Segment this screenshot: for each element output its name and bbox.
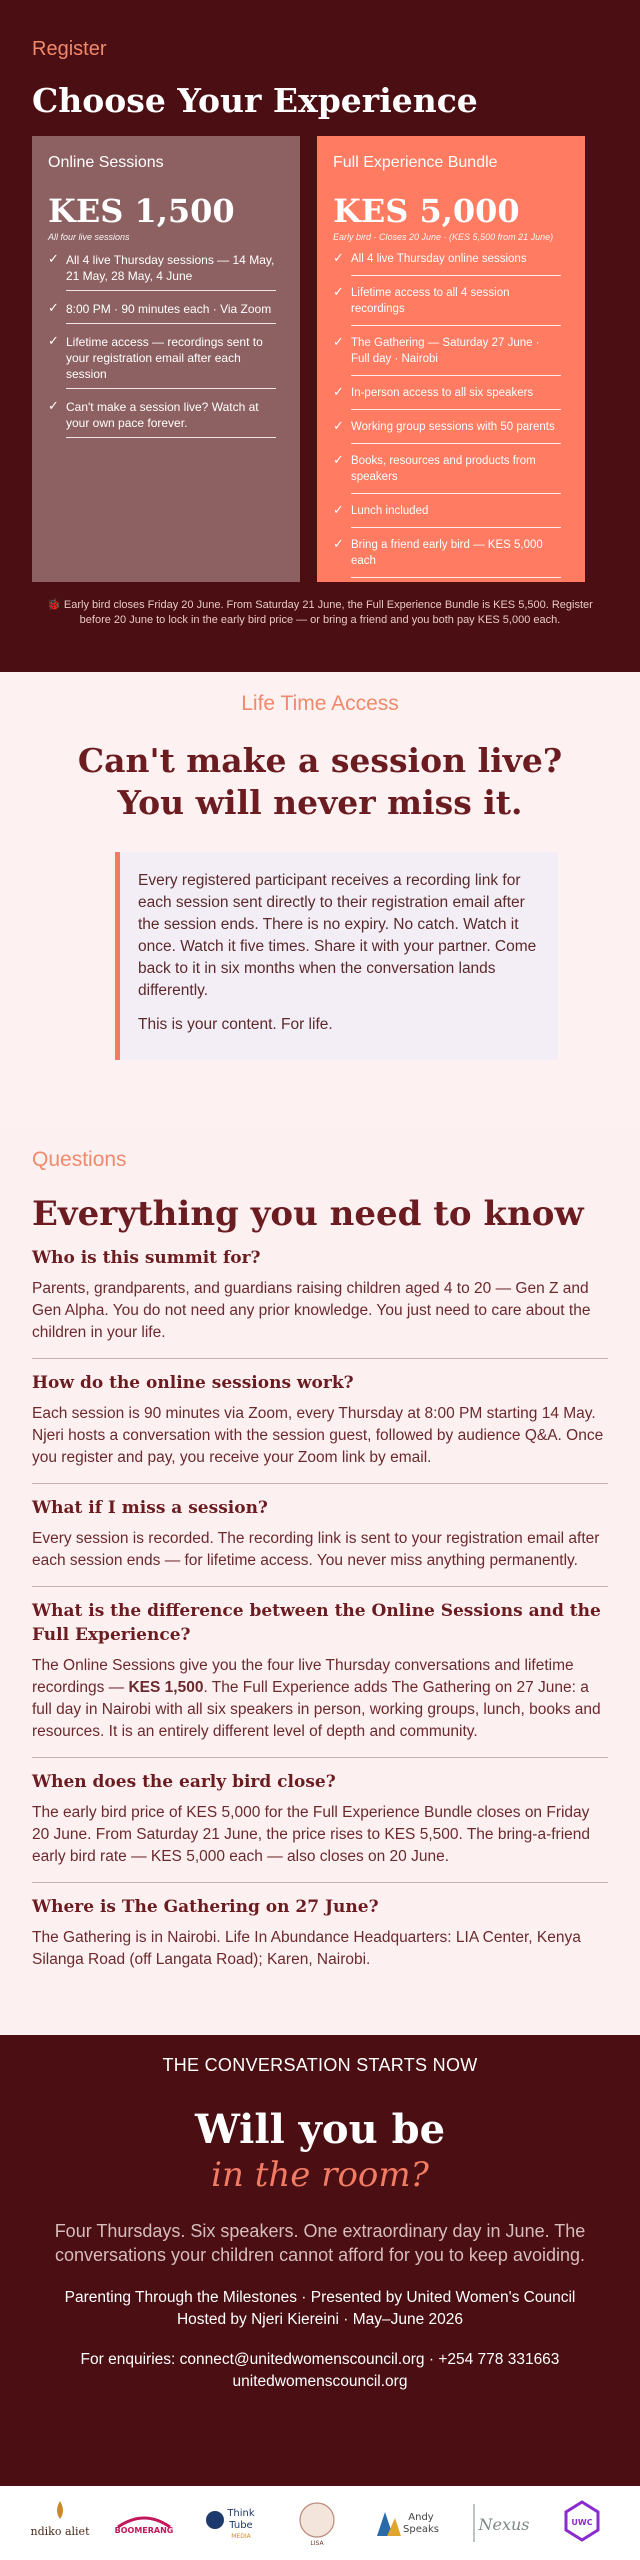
ndiko-aliet-text: ndiko aliet [30, 2525, 90, 2538]
lifetime-tagline: This is your content. For life. [138, 1016, 333, 1033]
think-tube-logo [203, 2495, 263, 2551]
feature-item [48, 399, 284, 438]
feature-item [48, 252, 284, 291]
faq-question: Where is The Gathering on 27 June? [32, 1897, 379, 1917]
faq-question: How do the online sessions work? [32, 1373, 354, 1393]
check-icon: ✓ [333, 284, 344, 299]
check-icon: ✓ [333, 452, 344, 467]
faq-answer: Every session is recorded. The recording link is sent to your registration email after each session ends — for lifetime access. You never miss anything permanently. [32, 1530, 600, 1569]
feature-text: All 4 live Thursday sessions — 14 May, 21 May, 28 May, 4 June [66, 252, 276, 291]
register-title: Choose Your Experience [32, 81, 478, 120]
feature-text: Bring a friend early bird — KES 5,000 each [351, 537, 561, 578]
think-tube-text-3: MEDIA [231, 2533, 251, 2540]
cta-title: Will you be [194, 2106, 446, 2153]
faq-answer-price: KES 1,500 [128, 1679, 204, 1696]
cta-section [0, 2035, 640, 2486]
feature-item [333, 503, 569, 528]
check-icon: ✓ [333, 536, 344, 551]
andy-speaks-logo [371, 2495, 441, 2551]
check-icon: ✓ [48, 300, 59, 315]
check-icon: ✓ [333, 384, 344, 399]
faq-title: Everything you need to know [32, 1194, 584, 1234]
full-experience-card[interactable] [317, 136, 585, 582]
feature-item [48, 301, 284, 324]
feature-text: Can't make a session live? Watch at your own pace forever. [66, 399, 276, 438]
lifetime-title [0, 740, 640, 824]
lifetime-body: Every registered participant receives a recording link for each session sent directly to their registration email after the session ends. There is no expiry. No catch. Watch it once. Watch it five times. Share it with your partner. Come back to it in six months when the conversation lands differently. [138, 872, 537, 999]
cta-contact [0, 2349, 640, 2393]
lifetime-title-line1: Can't make a session live? [77, 741, 563, 780]
register-section [0, 0, 640, 672]
faq-item [32, 1484, 608, 1587]
faq-answer: Each session is 90 minutes via Zoom, every Thursday at 8:00 PM starting 14 May. Njeri hosts a conversation with the session guest, followed by audience Q&A. Once you register and pay, you receive your Zoom link by email. [32, 1405, 604, 1466]
uwc-logo [560, 2495, 604, 2551]
feature-text: Lifetime access — recordings sent to your registration email after each session [66, 334, 276, 389]
check-icon: ✓ [333, 250, 344, 265]
feature-item [48, 334, 284, 389]
card-note: Early bird · Closes 20 June · (KES 5,500 from 21 June) [333, 232, 554, 242]
feature-text: Books, resources and products from speakers [351, 453, 561, 494]
feature-text: In-person access to all six speakers [351, 385, 561, 410]
think-tube-text-2: Tube [229, 2520, 253, 2531]
lifetime-title-line2: You will never miss it. [117, 783, 523, 822]
feature-text: Lunch included [351, 503, 561, 528]
faq-question: Who is this summit for? [32, 1248, 261, 1268]
andy-speaks-text-2: Speaks [402, 2524, 439, 2535]
faq-question: When does the early bird close? [32, 1772, 336, 1792]
faq-question: What is the difference between the Online Sessions and the Full Experience? [32, 1601, 601, 1645]
lisa-logo [291, 2495, 343, 2551]
check-icon: ✓ [333, 418, 344, 433]
faq-eyebrow: Questions [32, 1148, 127, 1171]
feature-text: 8:00 PM · 90 minutes each · Via Zoom [66, 301, 276, 324]
event-presenter: Parenting Through the Milestones · Presented by United Women's Council [64, 2289, 576, 2306]
lifetime-access-section [0, 672, 640, 1128]
faq-section [0, 1128, 640, 2035]
cta-accent-title: in the room? [211, 2155, 429, 2195]
feature-item [333, 285, 569, 326]
feature-item [333, 453, 569, 494]
faq-item [32, 1234, 608, 1359]
faq-answer [32, 1655, 608, 1743]
contact-line[interactable]: For enquiries: connect@unitedwomenscouncil.org · +254 778 331663 [80, 2351, 560, 2368]
faq-answer: The early bird price of KES 5,000 for the Full Experience Bundle closes on Friday 20 June. From Saturday 21 June, the price rises to KES 5,500. The bring-a-friend early bird rate — KES 5,000 each — also closes on 20 June. [32, 1804, 591, 1865]
feature-text: All 4 live Thursday online sessions [351, 251, 561, 276]
card-note: All four live sessions [48, 232, 130, 242]
faq-answer: Parents, grandparents, and guardians raising children aged 4 to 20 — Gen Z and Gen Alpha. You do not need any prior knowledge. You just need to care about the children in your life. [32, 1280, 591, 1341]
check-icon: ✓ [333, 334, 344, 349]
feature-item [333, 335, 569, 376]
lisa-text: LISA [310, 2540, 324, 2547]
check-icon: ✓ [333, 502, 344, 517]
lifetime-eyebrow: Life Time Access [241, 692, 399, 715]
check-icon: ✓ [48, 398, 59, 413]
cta-subtitle: Four Thursdays. Six speakers. One extraordinary day in June. The conversations your children cannot afford for you to keep avoiding. [54, 2221, 586, 2265]
feature-item [333, 385, 569, 410]
faq-item [32, 1883, 608, 1985]
feature-text: The Gathering — Saturday 27 June · Full day · Nairobi [351, 335, 561, 376]
register-eyebrow: Register [32, 38, 107, 60]
pricing-cards [32, 136, 608, 582]
check-icon: ✓ [48, 251, 59, 266]
faq-answer-pre: The Online Sessions give you the four live Thursday conversations and lifetime recordings — [32, 1657, 574, 1696]
card-title: Full Experience Bundle [333, 154, 498, 171]
card-title: Online Sessions [48, 154, 164, 171]
boomerang-text: BOOMERANG [114, 2526, 173, 2535]
faq-answer-post: . The Full Experience adds The Gathering on 27 June: a full day in Nairobi with all six speakers in person, working groups, lunch, books and resources. It is an entirely different level of depth and community. [32, 1679, 601, 1740]
faq-item [32, 1587, 608, 1758]
check-icon: ✓ [48, 333, 59, 348]
early-bird-note: 🐞 Early bird closes Friday 20 June. From Saturday 21 June, the Full Experience Bundle is KES 5,500. Register before 20 June to lock in the early bird price — or bring a friend and you both pay KES 5,000 each. [47, 599, 593, 626]
feature-item [333, 251, 569, 276]
cta-kicker: THE CONVERSATION STARTS NOW [162, 2055, 478, 2075]
cta-meta [0, 2287, 640, 2331]
card-price: KES 5,000 [333, 192, 520, 230]
nexus-logo [468, 2495, 532, 2551]
faq-answer: The Gathering is in Nairobi. Life In Abundance Headquarters: LIA Center, Kenya Silanga Road (off Langata Road); Karen, Nairobi. [32, 1929, 581, 1968]
uwc-text: UWC [571, 2518, 593, 2527]
feature-text: Working group sessions with 50 parents [351, 419, 561, 444]
lifetime-quote-box [115, 852, 558, 1060]
boomerang-logo [112, 2495, 176, 2551]
event-host: Hosted by Njeri Kiereini · May–June 2026 [176, 2311, 464, 2328]
partner-logos [0, 2486, 640, 2560]
feature-text: Lifetime access to all 4 session recordings [351, 285, 561, 326]
faq-item [32, 1359, 608, 1484]
ndiko-aliet-logo [30, 2495, 90, 2551]
feature-item [333, 419, 569, 444]
card-price: KES 1,500 [48, 192, 235, 230]
faq-item [32, 1758, 608, 1883]
website-link[interactable]: unitedwomenscouncil.org [232, 2373, 408, 2390]
online-sessions-card[interactable] [32, 136, 300, 582]
faq-question: What if I miss a session? [32, 1498, 268, 1518]
think-tube-text-1: Think [227, 2508, 255, 2519]
nexus-text: Nexus [478, 2515, 530, 2534]
andy-speaks-text-1: Andy [407, 2512, 434, 2523]
feature-item [333, 537, 569, 578]
